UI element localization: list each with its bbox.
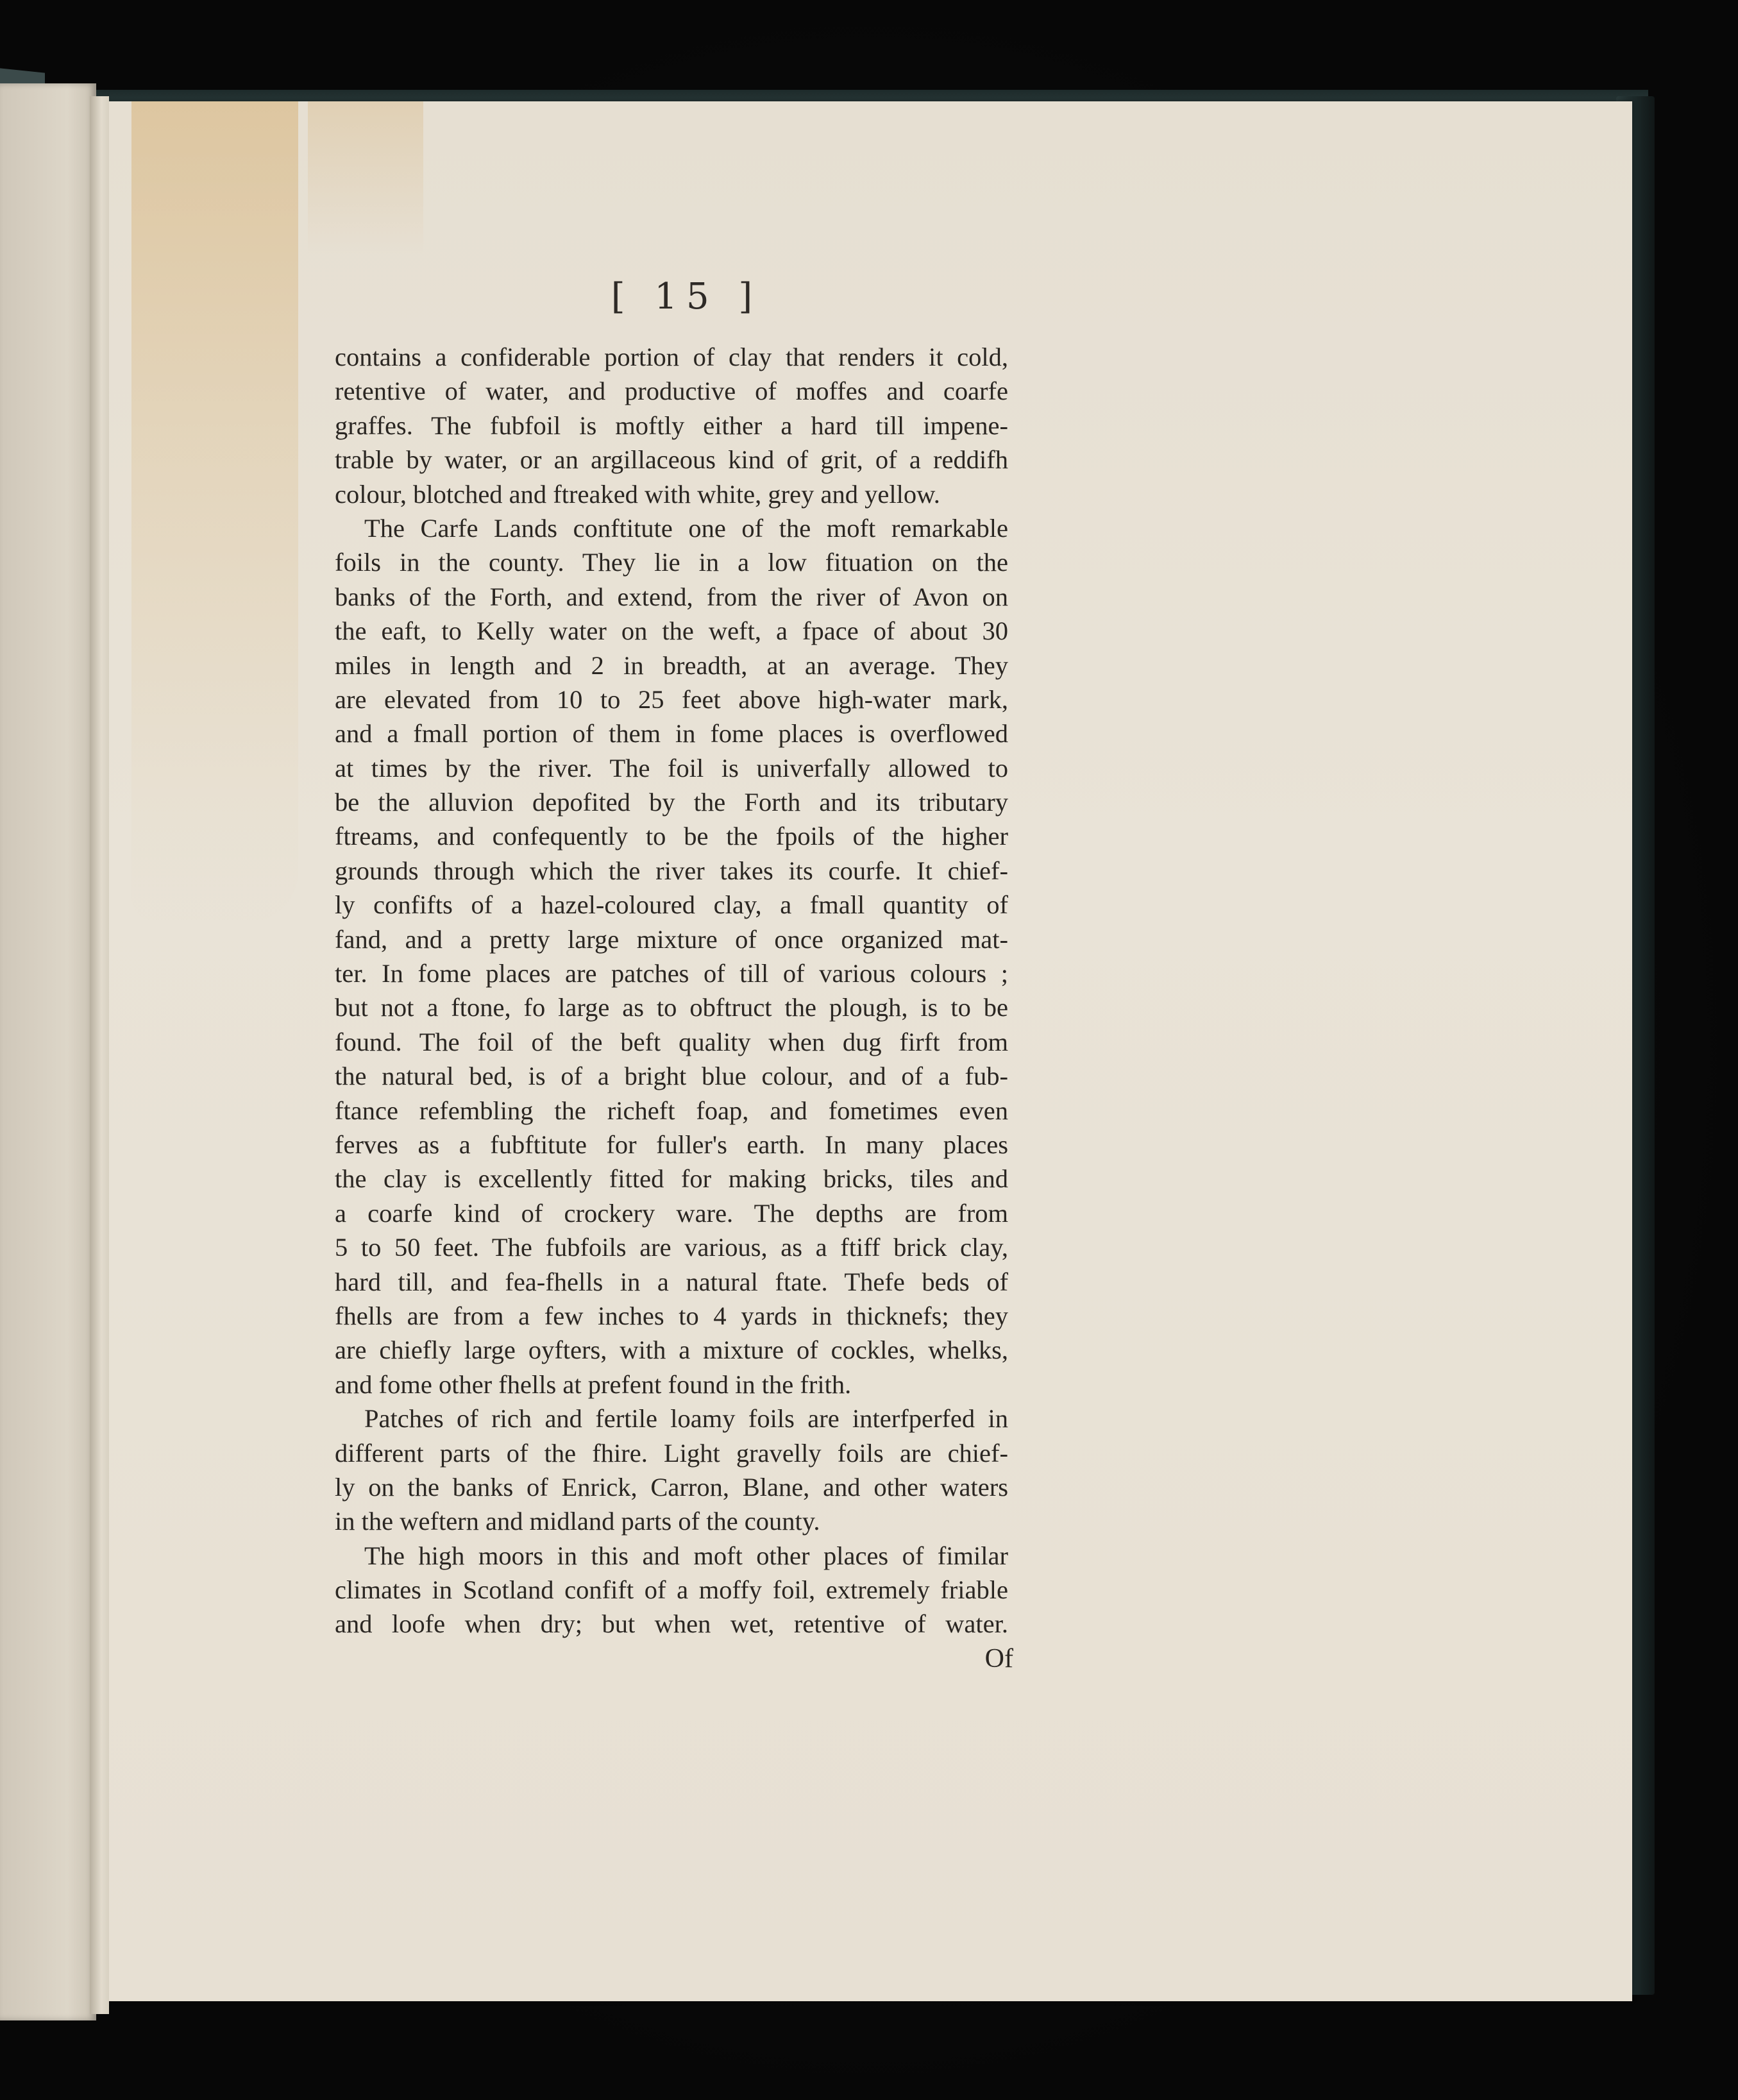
text-line: are chiefly large oyfters, with a mixture of cockles, whelks, (335, 1335, 1008, 1365)
water-stain-small (308, 101, 423, 255)
text-line: ferves as a fubftitute for fuller's earth. In many places (335, 1130, 1008, 1159)
text-line: at times by the river. The foil is univerfally allowed to (335, 753, 1008, 783)
text-line: miles in length and 2 in breadth, at an average. They (335, 650, 1008, 680)
text-line: ftance refembling the richeft foap, and fometimes even (335, 1096, 1008, 1125)
text-line: fand, and a pretty large mixture of once organized mat- (335, 924, 1008, 954)
text-line: grounds through which the river takes its courfe. It chief- (335, 856, 1008, 885)
text-line: ly confifts of a hazel-coloured clay, a fmall quantity of (335, 890, 1008, 920)
body-text (335, 340, 1008, 1641)
text-line: the natural bed, is of a bright blue colour, and of a fub- (335, 1062, 1008, 1091)
text-line: contains a confiderable portion of clay that renders it cold, (335, 343, 1008, 371)
text-line: graffes. The fubfoil is moftly either a hard till impene- (335, 411, 1008, 440)
text-line: different parts of the fhire. Light gravelly foils are chief- (335, 1438, 1008, 1468)
water-stain (131, 101, 298, 922)
text-line: Patches of rich and fertile loamy foils are interfperfed in (364, 1404, 1008, 1434)
text-line: climates in Scotland confift of a moffy foil, extremely friable (335, 1575, 1008, 1605)
text-line: trable by water, or an argillaceous kind of grit, of a reddifh (335, 445, 1008, 475)
text-line: 5 to 50 feet. The fubfoils are various, as a ftiff brick clay, (335, 1233, 1008, 1262)
text-line: and loofe when dry; but when wet, retentive of water. (335, 1609, 1008, 1639)
page-gutter (90, 96, 109, 2014)
text-line: colour, blotched and ftreaked with white, grey and yellow. (335, 479, 940, 509)
text-line: hard till, and fea-fhells in a natural ftate. Thefe beds of (335, 1267, 1008, 1296)
text-line: ftreams, and confequently to be the fpoils of the higher (335, 822, 1008, 851)
left-facing-page (0, 83, 96, 2020)
text-line: The high moors in this and moft other places of fimilar (364, 1541, 1008, 1570)
text-line: foils in the county. They lie in a low fituation on the (335, 548, 1008, 577)
text-line: the clay is excellently fitted for making bricks, tiles and (335, 1164, 1008, 1194)
text-line: ter. In fome places are patches of till of various colours ; (335, 959, 1008, 988)
text-line: a coarfe kind of crockery ware. The depths are from (335, 1198, 1008, 1228)
text-line: be the alluvion depofited by the Forth and its tributary (335, 788, 1008, 817)
text-line: retentive of water, and productive of moffes and coarfe (335, 377, 1008, 406)
text-line: and fome other fhells at prefent found in the frith. (335, 1369, 852, 1399)
text-line: in the weftern and midland parts of the county. (335, 1507, 820, 1536)
catchword: Of (984, 1644, 1013, 1673)
text-line: ly on the banks of Enrick, Carron, Blane, and other waters (335, 1472, 1008, 1502)
text-line: and a fmall portion of them in fome places is overflowed (335, 719, 1008, 749)
page-number-header: [ 15 ] (611, 276, 762, 318)
text-line: are elevated from 10 to 25 feet above high-water mark, (335, 684, 1008, 714)
text-line: banks of the Forth, and extend, from the river of Avon on (335, 582, 1008, 611)
text-line: found. The foil of the beft quality when dug firft from (335, 1027, 1008, 1056)
text-line: fhells are from a few inches to 4 yards in thicknefs; they (335, 1301, 1008, 1330)
text-line: but not a ftone, fo large as to obftruct the plough, is to be (335, 993, 1008, 1022)
text-line: the eaft, to Kelly water on the weft, a fpace of about 30 (335, 616, 1008, 646)
text-line: The Carfe Lands conftitute one of the moft remarkable (364, 513, 1008, 543)
